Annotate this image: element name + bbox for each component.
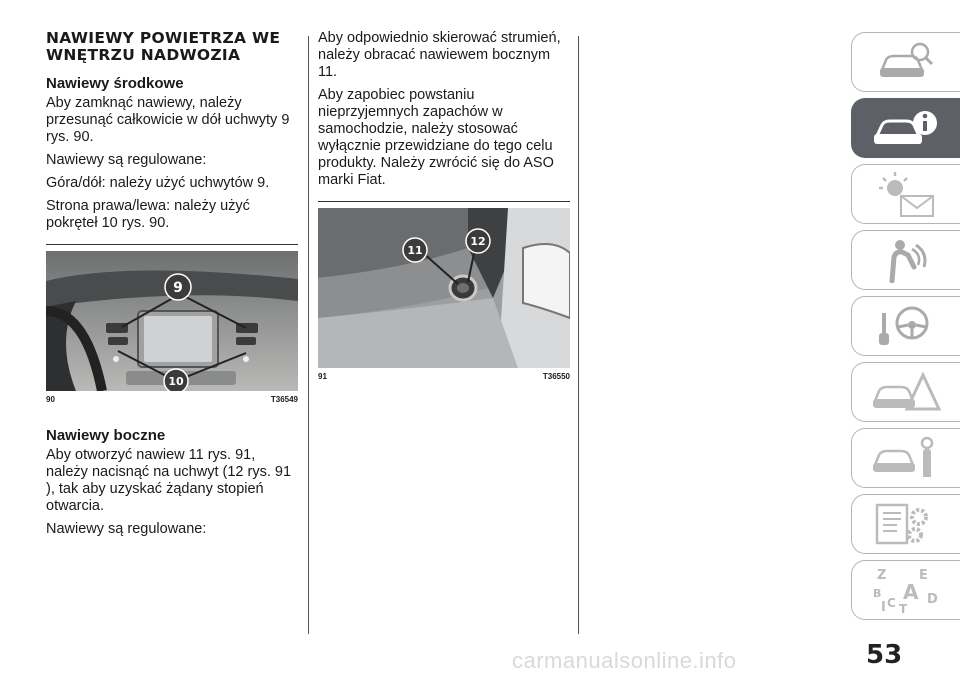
figure-number: 90 bbox=[46, 395, 55, 404]
section-title-central-vents: Nawiewy środkowe bbox=[46, 75, 184, 92]
paragraph: Aby odpowiednio skierować strumień, należy obracać nawiewem bocznym 11. bbox=[318, 30, 561, 80]
airbag-seatbelt-icon bbox=[876, 237, 936, 283]
section-title-side-vents: Nawiewy boczne bbox=[46, 427, 166, 444]
figure-code: T36549 bbox=[270, 395, 298, 404]
key-steering-wheel-icon bbox=[876, 303, 936, 349]
tab-maintenance[interactable] bbox=[851, 428, 960, 488]
paragraph: Nawiewy są regulowane: bbox=[46, 152, 207, 168]
tab-safety[interactable] bbox=[851, 230, 960, 290]
specifications-gears-icon bbox=[871, 501, 941, 547]
callout-label: 12 bbox=[470, 235, 486, 248]
callout-label: 9 bbox=[173, 280, 183, 296]
car-info-icon bbox=[871, 106, 941, 150]
tab-starting-driving[interactable] bbox=[851, 296, 960, 356]
tab-technical-data[interactable] bbox=[851, 494, 960, 554]
figure-code: T36550 bbox=[542, 372, 570, 381]
figure-91 bbox=[318, 201, 570, 381]
car-service-wrench-icon bbox=[871, 435, 941, 481]
side-vent-photo bbox=[318, 208, 570, 368]
index-letter: D bbox=[927, 592, 938, 607]
chapter-tabs bbox=[851, 32, 960, 626]
car-search-icon bbox=[876, 40, 936, 84]
index-letter: T bbox=[899, 602, 908, 615]
paragraph: Strona prawa/lewa: należy użyć pokręteł 10 rys. 90. bbox=[46, 198, 250, 231]
tab-car-info[interactable] bbox=[851, 98, 960, 158]
paragraph: Aby otworzyć nawiew 11 rys. 91, należy nacisnąć na uchwyt (12 rys. 91 ), tak aby uzyskać żądany stopień otwarcia. bbox=[46, 447, 292, 514]
paragraph: Nawiewy są regulowane: bbox=[46, 521, 207, 537]
alphabetical-index-icon bbox=[871, 565, 941, 615]
tab-emergency[interactable] bbox=[851, 362, 960, 422]
warning-light-message-icon bbox=[871, 170, 941, 218]
page-heading: NAWIEWY POWIETRZA WE WNĘTRZU NADWOZIA bbox=[46, 29, 281, 64]
tab-warning-lights-messages[interactable] bbox=[851, 164, 960, 224]
index-letter: B bbox=[873, 587, 882, 600]
index-letter: I bbox=[881, 600, 886, 615]
right-column bbox=[318, 30, 570, 381]
car-breakdown-warning-icon bbox=[871, 369, 941, 415]
index-letter: A bbox=[903, 580, 919, 604]
paragraph: Aby zapobiec powstaniu nieprzyjemnych zapachów w samochodzie, należy stosować wyłącznie przewidziane do tego celu produkty. Należy zwrócić się do ASO marki Fiat. bbox=[318, 87, 554, 188]
paragraph: Aby zamknąć nawiewy, należy przesunąć całkowicie w dół uchwyty 9 rys. 90. bbox=[46, 95, 290, 145]
figure-90 bbox=[46, 244, 298, 404]
index-letter: C bbox=[887, 596, 896, 610]
column-divider bbox=[578, 36, 579, 634]
column-divider bbox=[308, 36, 309, 634]
callout-label: 10 bbox=[168, 375, 184, 388]
page-number: 53 bbox=[866, 640, 903, 670]
figure-number: 91 bbox=[318, 372, 327, 381]
left-column bbox=[46, 30, 298, 544]
callout-label: 11 bbox=[407, 244, 423, 257]
tab-index[interactable] bbox=[851, 560, 960, 620]
index-letter: Z bbox=[877, 568, 887, 583]
dashboard-vents-photo bbox=[46, 251, 298, 391]
tab-car-search[interactable] bbox=[851, 32, 960, 92]
paragraph: Góra/dół: należy użyć uchwytów 9. bbox=[46, 175, 270, 191]
index-letter: E bbox=[919, 568, 928, 583]
watermark: carmanualsonline.info bbox=[512, 648, 737, 673]
